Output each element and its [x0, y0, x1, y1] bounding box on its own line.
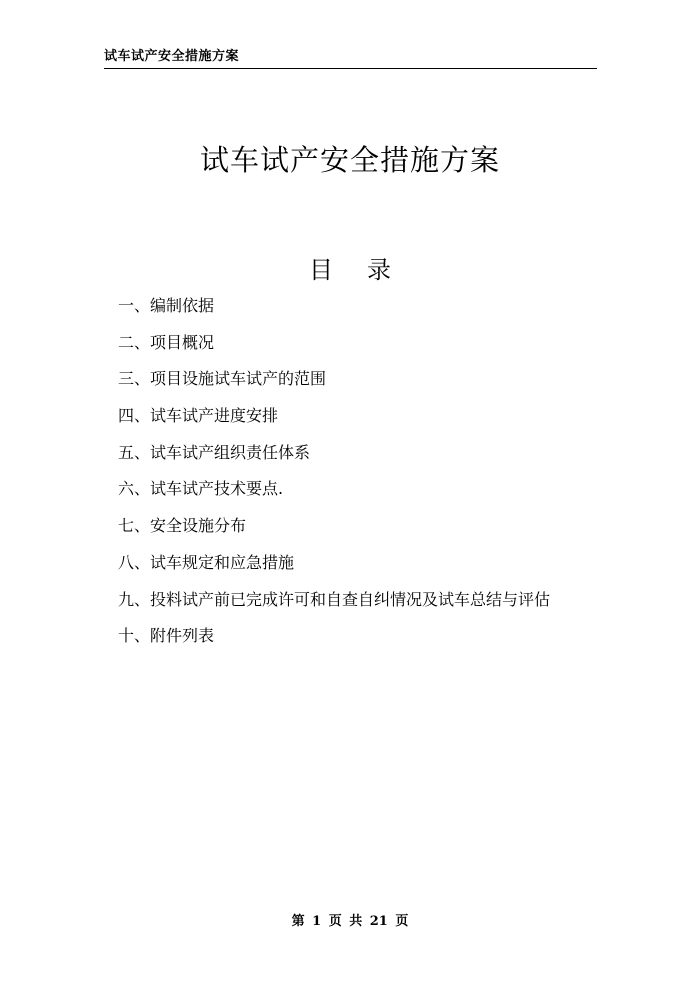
toc-item-4: 四、试车试产进度安排: [118, 406, 279, 426]
toc-item-9: 九、投料试产前已完成许可和自查自纠情况及试车总结与评估: [118, 589, 551, 609]
toc-item-5: 五、试车试产组织责任体系: [118, 442, 311, 462]
toc-item-3: 三、项目设施试车试产的范围: [118, 369, 327, 389]
toc-item-2: 二、项目概况: [118, 332, 215, 352]
table-of-contents: [118, 294, 550, 661]
toc-item-6: 六、试车试产技术要点.: [118, 479, 284, 499]
toc-item-10: 十、附件列表: [118, 626, 215, 646]
header-divider: [104, 68, 597, 69]
toc-item-7: 七、安全设施分布: [118, 516, 247, 536]
toc-heading-part2: 录: [367, 256, 391, 284]
running-header: 试车试产安全措施方案: [104, 49, 240, 64]
document-title: 试车试产安全措施方案: [199, 143, 500, 177]
toc-heading: [0, 253, 700, 287]
toc-item-8: 八、试车规定和应急措施: [118, 552, 295, 572]
page-number-footer: 第 1 页 共 21 页: [291, 914, 409, 929]
toc-heading-part1: 目: [309, 256, 333, 284]
toc-item-1: 一、编制依据: [118, 296, 215, 315]
